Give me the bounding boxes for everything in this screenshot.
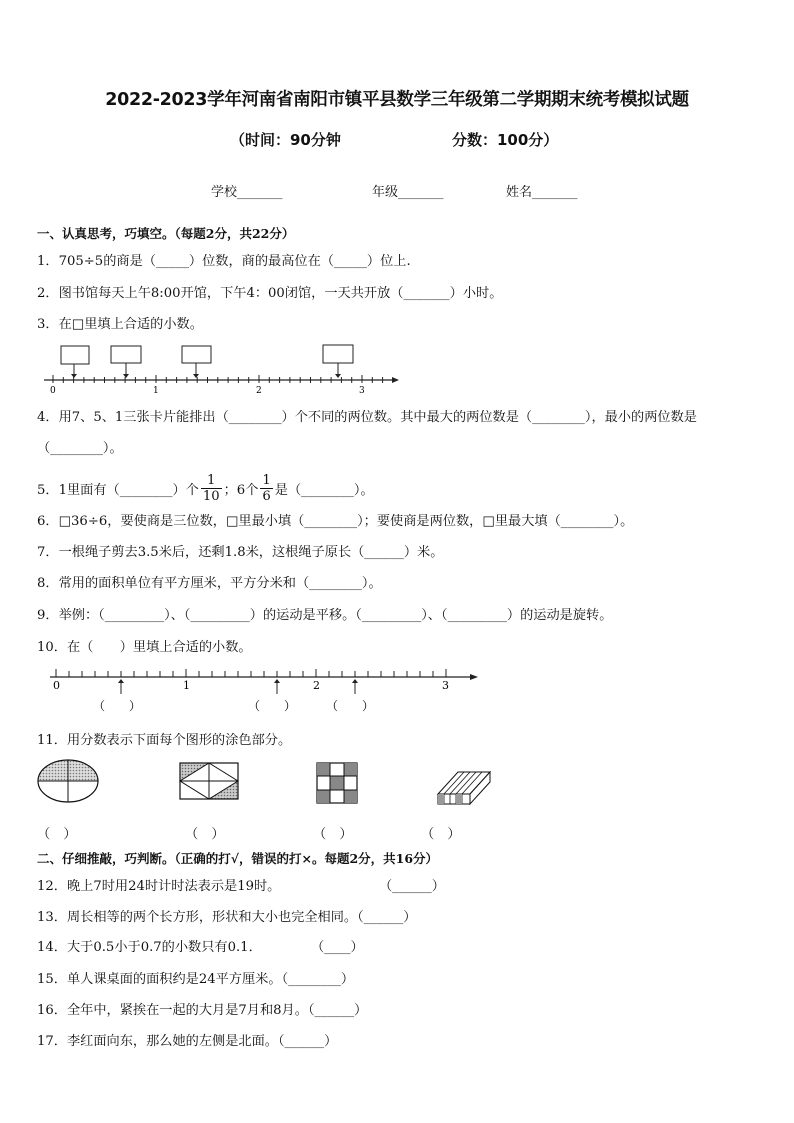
rectangle-diamond-figure (178, 761, 240, 803)
exam-time: （时间：90分钟 (230, 131, 341, 149)
question-3: 3．在□里填上合适的小数。 (37, 317, 203, 332)
question-4-cont: （________）。 (37, 441, 123, 456)
question-5 (37, 473, 374, 504)
tick-label: 0 (53, 679, 60, 692)
section1-heading: 一、认真思考，巧填空。（每题2分，共22分） (37, 226, 295, 241)
question-4: 4．用7、5、1三张卡片能排出（________）个不同的两位数。其中最大的两位数是（________），最小的两位数是 (37, 410, 697, 425)
fraction-one-tenth (201, 473, 222, 504)
tick-label: 3 (359, 386, 365, 396)
figure-answer[interactable]: （ ） (313, 827, 353, 842)
tick-label: 0 (50, 386, 56, 396)
exam-score: 分数：100分） (452, 131, 559, 149)
fraction-denominator: 6 (262, 489, 271, 505)
answer-box[interactable] (323, 345, 353, 363)
question-12: 12．晚上7时用24时计时法表示是19时。 (37, 879, 281, 894)
school-field[interactable]: 学校_______ (211, 185, 283, 200)
question-14: 14．大于0.5小于0.7的小数只有0.1． (37, 940, 262, 955)
question-8: 8．常用的面积单位有平方厘米，平方分米和（________）。 (37, 576, 382, 591)
grade-field[interactable]: 年级_______ (372, 185, 444, 200)
answer-box[interactable] (61, 346, 89, 364)
page-title: 2022-2023学年河南省南阳市镇平县数学三年级第二学期期末统考模拟试题 (105, 90, 689, 110)
ellipse-figure (36, 757, 100, 805)
question-1: 1．705÷5的商是（_____）位数，商的最高位在（_____）位上. (37, 254, 411, 269)
section2-heading: 二、仔细推敲，巧判断。（正确的打√，错误的打×。每题2分，共16分） (37, 851, 439, 866)
fraction-numerator: 1 (262, 473, 271, 488)
question-9: 9．举例：（_________）、（_________）的运动是平移。（_________）、（_________）的运动是旋转。 (37, 608, 613, 623)
fraction-numerator: 1 (207, 473, 216, 488)
tick-label: 3 (442, 679, 449, 692)
fraction-one-sixth (260, 473, 272, 504)
question-15: 15．单人课桌面的面积约是24平方厘米。（________） (37, 972, 355, 987)
question-17: 17．李红面向东，那么她的左侧是北面。（______） (37, 1034, 338, 1049)
answer-bracket[interactable]: （ ） (93, 699, 142, 713)
q5-middle: ；6个 (223, 483, 259, 499)
tick-label: 1 (153, 386, 159, 396)
figure-answer[interactable]: （ ） (37, 827, 77, 842)
question-13: 13．周长相等的两个长方形，形状和大小也完全相同。（______） (37, 910, 417, 925)
number-line-brackets (40, 668, 485, 718)
q5-prefix: 5．1里面有（________）个 (37, 483, 199, 499)
fraction-denominator: 10 (202, 489, 220, 505)
tick-label: 2 (313, 679, 320, 692)
answer-bracket[interactable]: （ ） (326, 699, 375, 713)
grid-figure (316, 762, 358, 804)
question-10: 10．在（ ）里填上合适的小数。 (37, 640, 252, 655)
name-field[interactable]: 姓名_______ (506, 185, 578, 200)
question-6: 6．□36÷6，要使商是三位数，□里最小填（________）；要使商是两位数，□里最大填（________）。 (37, 514, 634, 529)
figure-answer[interactable]: （ ） (185, 827, 225, 842)
answer-bracket[interactable]: （ ） (248, 699, 297, 713)
answer-box[interactable] (182, 346, 211, 363)
question-16: 16．全年中，紧挨在一起的大月是7月和8月。（______） (37, 1003, 368, 1018)
question-14-blank[interactable]: （____） (311, 940, 364, 955)
stacked-bars-figure (436, 766, 492, 808)
figure-answer[interactable]: （ ） (421, 827, 461, 842)
question-12-blank[interactable]: （______） (379, 879, 445, 894)
answer-box[interactable] (111, 346, 141, 363)
question-11: 11．用分数表示下面每个图形的涂色部分。 (37, 733, 292, 748)
number-line-boxes (40, 340, 405, 398)
tick-label: 1 (183, 679, 190, 692)
tick-label: 2 (256, 386, 262, 396)
question-7: 7．一根绳子剪去3.5米后，还剩1.8米，这根绳子原长（______）米。 (37, 545, 444, 560)
q5-suffix: 是（________）。 (274, 483, 374, 499)
question-2: 2．图书馆每天上午8:00开馆，下午4：00闭馆，一天共开放（_______）小时。 (37, 286, 503, 301)
